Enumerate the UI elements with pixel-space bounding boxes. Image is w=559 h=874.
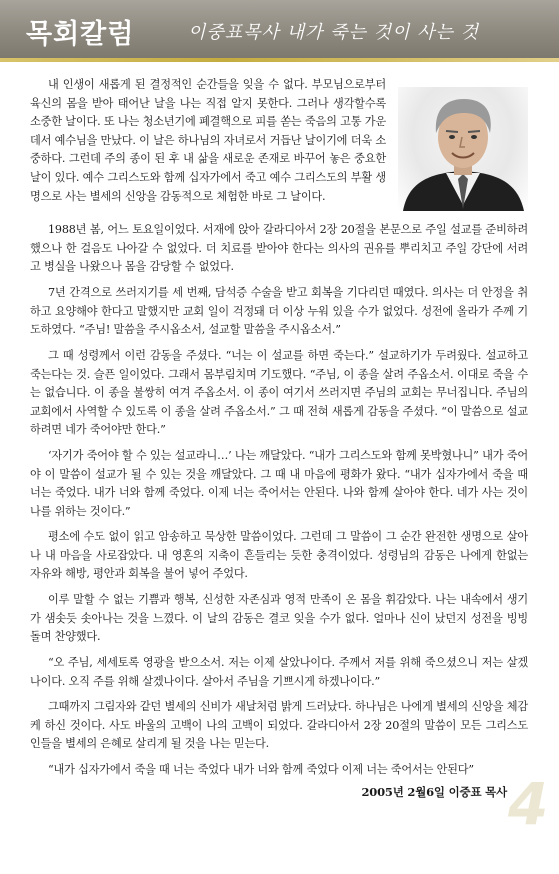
paragraph-meditation: 평소에 수도 없이 읽고 암송하고 묵상한 말씀이었다. 그런데 그 말씀이 그 순간 완전한 생명으로 살아나 내 마음을 사로잡았다. 내 영혼의 지축이 흔들리는 듯한 충격이었다. 성령님의 감동은 나에게 한없는 자유와 해방, 평안과 회복을 불어 넣어 주었다. [30, 530, 528, 581]
portrait-illustration [398, 87, 528, 211]
column-title: 목회칼럼 [26, 19, 135, 50]
author-portrait [398, 87, 528, 211]
author-signature: 2005년 2월6일 이중표 목사 [361, 785, 507, 799]
paragraph-spring-1988: 1988년 봄, 어느 토요일이었다. 서재에 앉아 갈라디아서 2장 20절을 본문으로 주일 설교를 준비하려 했으나 한 걸음도 나아갈 수 없었다. 더 치료를 받아야 한다는 의사의 권유를 뿌리치고 주일 강단에 서려고 병실을 나왔으나 몸을 감당할 수 없었다. [30, 223, 528, 274]
paragraph-surgery: 7년 간격으로 쓰러지기를 세 번째, 담석증 수술을 받고 회복을 기다리던 때였다. 의사는 더 안정을 취하고 요양해야 한다고 말했지만 교회 일이 걱정돼 더 이상 누워 있을 수가 없었다. 성전에 올라가 주께 기도하였다. “주님! 말씀을 주시옵소서, 설교할 말씀을 주시옵소서.” [30, 286, 528, 337]
column-subtitle: 이중표목사 내가 죽는 것이 사는 것 [188, 22, 480, 43]
paragraph-joy: 이루 말할 수 없는 기쁨과 행복, 신성한 자존심과 영적 만족이 온 몸을 휘감았다. 나는 내속에서 생기가 샘솟듯 솟아나는 것을 느꼈다. 이 날의 감동은 결코 잊을 수가 없다. 얼마나 신이 났던지 성전을 빙빙 돌며 찬양했다. [30, 593, 528, 644]
paragraph-mystery: 그때까지 그림자와 같던 별세의 신비가 새날처럼 밝게 드러났다. 하나님은 나에게 별세의 신앙을 체감케 하신 것이다. 사도 바울의 고백이 나의 고백이 되었다. 갈라디아서 2장 20절의 말씀이 모든 그리스도인들을 별세의 은혜로 살리게 될 것을 나는 믿는다. [30, 700, 528, 751]
paragraph-intro: 내 인생이 새롭게 된 결정적인 순간들을 잊을 수 없다. 부모님으로부터 육신의 몸을 받아 태어난 날을 나는 직접 알지 못한다. 그러나 생각할수록 소중한 날이다. 또 나는 청소년기에 폐결핵으로 피를 쏟는 죽음의 고통 가운데서 예수님을 만났다. 이 날은 하나님의 자녀로서 거듭난 날이기에 더욱 소중하다. 그런데 주의 종이 된 후 내 삶을 새로운 존재로 바꾸어 놓은 중요한 날이 있다. 예수 그리스도와 함께 십자가에서 죽고 예수 그리스도의 부활 생명으로 사는 별세의 신앙을 감동적으로 체험한 바로 그 날이다. [30, 78, 386, 203]
paragraph-realization: ‘자기가 죽어야 할 수 있는 설교라니…’ 나는 깨달았다. “내가 그리스도와 함께 못박혔나니” 내가 죽어야 이 말씀이 설교가 될 수 있는 것을 깨달았다. 그 때 내 마음에 평화가 왔다. “내가 십자가에서 죽을 때 너는 죽었다. 내가 너와 함께 죽었다. 이제 너는 죽어서는 안된다. 나와 함께 살아야 한다. 네가 사는 것이 나를 위하는 것이다.” [30, 449, 528, 518]
column-header [0, 0, 559, 58]
paragraph-closing-quote: “내가 십자가에서 죽을 때 너는 죽었다 내가 너와 함께 죽었다 이제 너는 죽어서는 안된다” [48, 763, 474, 776]
header-divider [0, 58, 559, 62]
page-number: 4 [508, 770, 549, 838]
paragraph-holy-spirit: 그 때 성령께서 이런 감동을 주셨다. “너는 이 설교를 하면 죽는다.” 설교하기가 두려웠다. 설교하고 죽는다는 것. 슬픈 일이었다. 그래서 몸부림치며 기도했다. “주님, 이 종을 살려 주옵소서. 이대로 죽을 수는 없습니다. 이 종을 불쌍히 여겨 주옵소서. 이 종이 여기서 쓰러지면 주님의 교회는 무너집니다. 주님의 교회에서 사역할 수 있도록 이 종을 살려 주옵소서.” 그 때 전혀 새롭게 감동을 주셨다. “이 말씀으로 설교하려면 네가 죽어야만 한다.” [30, 349, 528, 437]
paragraph-prayer: “오 주님, 세세토록 영광을 받으소서. 저는 이제 살았나이다. 주께서 저를 위해 죽으셨으니 저는 살겠나이다. 오직 주를 위해 살겠나이다. 살아서 주님을 기쁘시게 하겠나이다.” [30, 656, 528, 688]
